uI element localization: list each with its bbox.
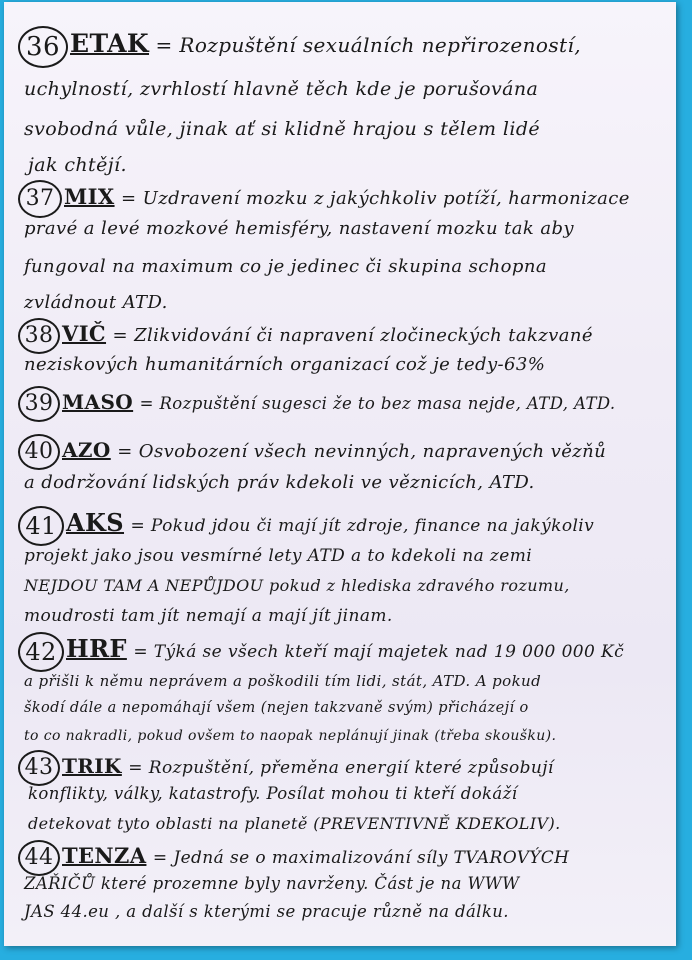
entry-number-circle: 40 [18,434,60,470]
entry-code: TRIK [62,754,122,778]
entry-line: moudrosti tam jít nemají a mají jít jinam. [24,606,393,626]
entry-line: projekt jako jsou vesmírné lety ATD a to kdekoli na zemi [24,546,533,566]
entry-line: = Uzdravení mozku z jakýchkoliv potíží, harmonizace [121,188,630,209]
entry-line: uchylností, zvrhlostí hlavně těch kde je porušována [24,78,539,100]
entry-line: = Zlikvidování či napravení zločineckých takzvané [112,325,593,346]
handwritten-paper-sheet [4,2,676,946]
entry-line: ZÁŘIČŮ které prozemne byly navrženy. Část je na WWW [24,874,520,893]
entry-line: = Rozpuštění sugesci že to bez masa nejde, ATD, ATD. [139,394,616,413]
entry-code: MASO [62,390,134,414]
entry-line: pravé a levé mozkové hemisféry, nastavení mozku tak aby [24,218,574,239]
entry-line: detekovat tyto oblasti na planetě (PREVENTIVNĚ KDEKOLIV). [28,814,561,833]
entry-line: = Týká se všech kteří mají majetek nad 19 000 000 Kč [133,642,625,662]
entry-line: a dodržování lidských práv kdekoli ve věznicích, ATD. [24,472,535,493]
entry-number-circle: 39 [18,386,60,422]
entry-code: AKS [66,508,125,537]
entry-line: a přišli k němu neprávem a poškodili tím lidi, stát, ATD. A pokud [24,672,542,690]
entry-line: konflikty, války, katastrofy. Posílat mohou ti kteří dokáží [28,784,518,803]
entry-line: = Jedná se o maximalizování síly TVAROVÝCH [152,848,570,868]
entry-line: škodí dále a nepomáhají všem (nejen takzvaně svým) přicházejí o [24,700,529,716]
entry-code: AZO [62,438,111,462]
entry-line: jak chtějí. [28,154,127,176]
entry-line: NEJDOU TAM A NEPŮJDOU pokud z hlediska zdravého rozumu, [24,576,570,595]
entry-line: = Rozpuštění sexuálních nepřirozeností, [155,33,582,57]
entry-number-circle: 42 [18,632,64,672]
entry-number-circle: 41 [18,506,64,546]
entry-code: MIX [64,184,115,209]
entry-number-circle: 36 [18,26,68,68]
entry-line: JAS 44.eu , a další s kterými se pracuje různě na dálku. [24,902,509,921]
entry-line: svobodná vůle, jinak ať si klidně hrajou s tělem lidé [24,118,541,140]
entry-code: HRF [66,634,127,663]
entry-line: fungoval na maximum co je jedinec či skupina schopna [24,256,547,277]
entry-code: ETAK [70,29,150,58]
entry-number-circle: 38 [18,318,60,354]
entry-line: = Pokud jdou či mají jít zdroje, finance na jakýkoliv [130,516,595,536]
entry-number-circle: 44 [18,840,60,876]
entry-number-circle: 37 [18,180,62,218]
entry-code: TENZA [62,843,147,868]
entry-number-circle: 43 [18,750,60,786]
entry-line: to co nakradli, pokud ovšem to naopak neplánují jinak (třeba skoušku). [24,728,557,744]
entry-line: = Rozpuštění, přeměna energií které způsobují [128,758,554,778]
entry-line: = Osvobození všech nevinných, napravených vězňů [117,441,607,462]
entry-line: zvládnout ATD. [24,292,168,313]
entry-code: VIČ [62,321,107,346]
entry-line: neziskových humanitárních organizací což je tedy-63% [24,354,546,375]
